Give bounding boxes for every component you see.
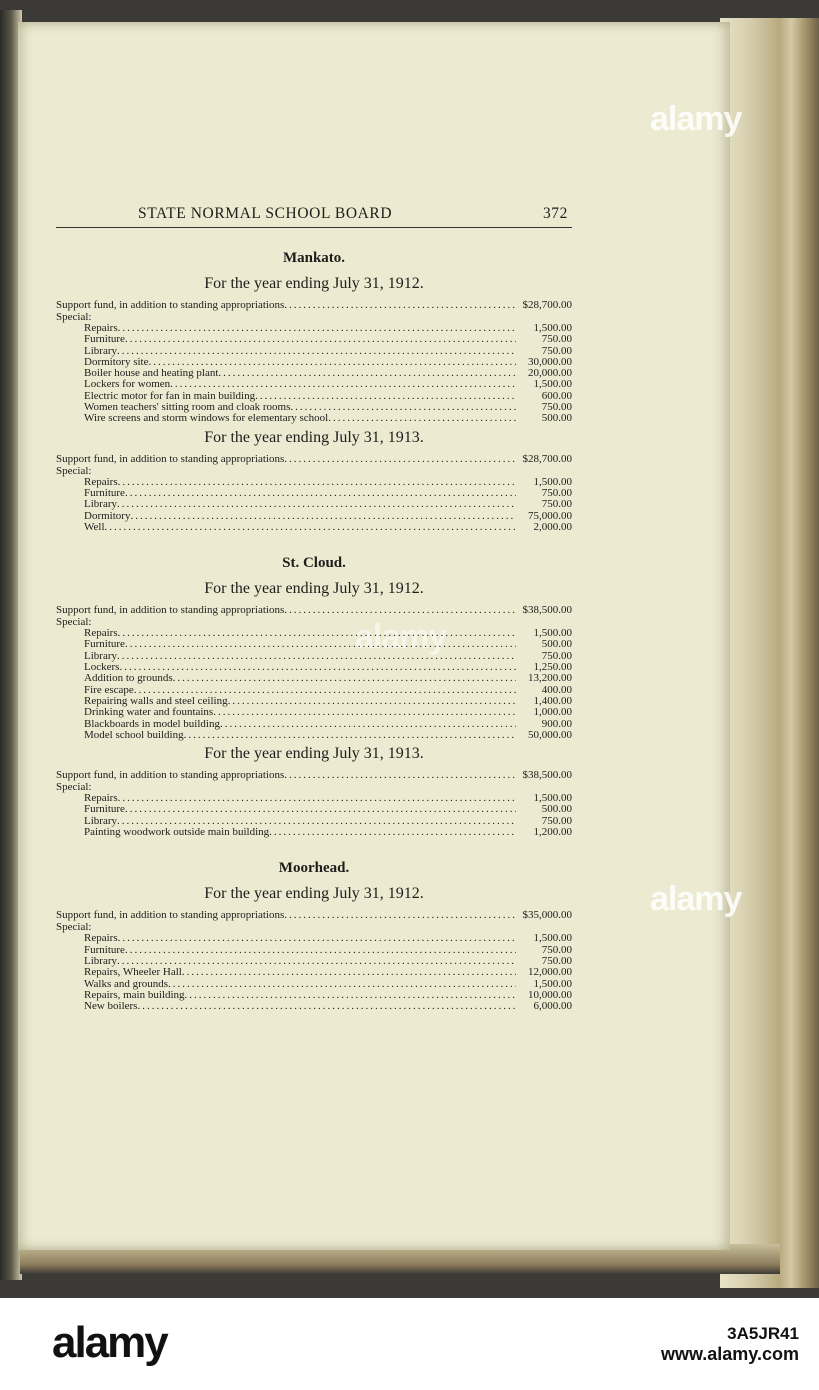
support-fund-amount: $38,500.00 [522,604,572,617]
item-amount: 75,000.00 [528,509,572,522]
stock-info [661,1324,799,1365]
special-label: Special: [56,921,92,934]
item-label: Library [84,649,117,662]
item-amount: 1,200.00 [533,826,572,839]
support-fund-label: Support fund, in addition to standing appropriations [56,769,285,782]
support-fund-row [56,769,572,782]
support-fund-amount: $28,700.00 [522,299,572,311]
item-amount: 600.00 [541,389,572,402]
item-amount: 1,500.00 [533,322,572,334]
item-label: Repairs [84,627,118,640]
item-amount: 2,000.00 [533,520,572,533]
item-label: Blackboards in model building [84,717,220,730]
item-amount: 20,000.00 [528,367,572,380]
leader-dots [228,696,516,707]
image-id: 3A5JR41 [727,1324,799,1343]
item-label: Boiler house and heating plant [84,367,219,380]
leader-dots [284,299,516,312]
leader-dots [125,334,516,345]
leader-dots [213,707,516,718]
item-label: Women teachers' sitting room and cloak rooms [84,401,291,414]
leader-dots [220,719,516,730]
item-amount: 10,000.00 [528,988,572,1001]
item-amount: 900.00 [541,717,572,730]
appropriation-row [56,488,572,499]
special-label: Special: [56,781,92,794]
support-fund-label: Support fund, in addition to standing appropriations [56,909,285,922]
item-label: Library [84,498,117,511]
leader-dots [185,990,516,1001]
item-amount: 750.00 [541,649,572,662]
item-amount: 1,500.00 [533,792,572,805]
item-label: Well [84,520,105,533]
appropriation-row [56,707,572,718]
item-label: Lockers [84,661,120,674]
year-heading: For the year ending July 31, 1913. [204,428,424,446]
leader-dots [284,453,516,466]
appropriation-row [56,673,572,684]
item-amount: 1,250.00 [533,661,572,674]
leader-dots [284,604,516,617]
item-label: Electric motor for fan in main building [84,389,256,402]
special-label: Special: [56,616,92,629]
leader-dots [168,979,516,990]
alamy-logo: alamy [52,1318,167,1367]
item-label: Lockers for women [84,378,171,391]
year-heading: For the year ending July 31, 1912. [204,885,424,903]
support-fund-row [56,909,572,922]
leader-dots [255,391,516,402]
appropriation-row [56,967,572,978]
item-label: Furniture [84,638,125,651]
leader-dots [125,945,516,956]
leader-dots [284,909,516,922]
leader-dots [118,628,516,639]
appropriation-row [56,933,572,944]
leader-dots [125,804,516,815]
support-fund-row [56,453,572,466]
item-amount: 1,500.00 [533,475,572,488]
leader-dots [173,673,516,684]
appropriation-row [56,827,572,838]
item-amount: 750.00 [541,954,572,967]
item-amount: 1,500.00 [533,977,572,990]
item-label: Drinking water and fountains [84,706,214,719]
special-label: Special: [56,311,92,323]
year-heading: For the year ending July 31, 1912. [204,275,424,292]
leader-dots [117,499,516,510]
item-amount: 750.00 [541,486,572,499]
item-label: Addition to grounds [84,672,173,685]
item-amount: 750.00 [541,344,572,357]
support-fund-amount: $35,000.00 [522,909,572,922]
item-label: Repairs, Wheeler Hall [84,966,182,979]
support-fund-label: Support fund, in addition to standing appropriations [56,452,285,465]
leader-dots [118,477,516,488]
item-amount: 500.00 [541,638,572,651]
appropriation-row [56,793,572,804]
item-amount: 1,500.00 [533,932,572,945]
leader-dots [119,662,516,673]
item-label: Repairs [84,322,118,334]
watermark-logo: alamy [650,880,742,918]
item-label: Repairs, main building [84,988,185,1001]
item-amount: 1,000.00 [533,706,572,719]
item-amount: 500.00 [541,412,572,425]
item-label: Library [84,954,117,967]
leader-dots [117,346,516,357]
year-heading: For the year ending July 31, 1912. [204,580,424,598]
campus-heading: St. Cloud. [282,555,346,572]
item-label: Model school building [84,728,184,741]
item-label: Dormitory site [84,355,149,368]
appropriation-row [56,334,572,345]
support-fund-label: Support fund, in addition to standing appropriations [56,299,285,311]
page-content [56,205,572,1012]
item-label: Repairs [84,792,118,805]
running-head-title: STATE NORMAL SCHOOL BOARD [138,205,393,222]
leader-dots [118,933,516,944]
leader-dots [328,413,516,424]
appropriation-row [56,804,572,815]
appropriation-row [56,413,572,424]
support-fund-row [56,604,572,617]
leader-dots [118,793,516,804]
item-amount: 500.00 [541,803,572,816]
item-label: Repairs [84,932,118,945]
support-fund-amount: $28,700.00 [522,452,572,465]
page-number: 372 [542,205,568,222]
appropriation-sections [56,250,572,1012]
watermark-logo: alamy [355,618,447,656]
appropriation-row [56,499,572,510]
running-head [56,205,572,228]
item-amount: 1,500.00 [533,378,572,391]
leader-dots [218,368,516,379]
item-amount: 1,400.00 [533,694,572,707]
leader-dots [118,323,516,334]
appropriation-row [56,511,572,522]
stock-footer [0,1298,819,1390]
item-amount: 6,000.00 [533,1000,572,1013]
appropriation-row [56,522,572,533]
support-fund-row [56,299,572,312]
appropriation-row [56,1001,572,1012]
item-amount: 12,000.00 [528,966,572,979]
item-label: Dormitory [84,509,131,522]
item-label: Furniture [84,486,125,499]
item-label: Walks and grounds [84,977,169,990]
appropriation-row [56,945,572,956]
leader-dots [117,651,516,662]
leader-dots [284,769,516,782]
page-edges [720,18,819,1288]
year-heading: For the year ending July 31, 1913. [204,745,424,763]
leader-dots [182,967,516,978]
item-amount: 50,000.00 [528,728,572,741]
support-fund-amount: $38,500.00 [522,769,572,782]
leader-dots [125,488,516,499]
item-label: Painting woodwork outside main building [84,826,270,839]
item-amount: 30,000.00 [528,355,572,368]
item-label: Repairs [84,475,118,488]
item-label: Fire escape [84,683,134,696]
item-label: Repairing walls and steel ceiling [84,694,228,707]
item-label: Wire screens and storm windows for elementary school [84,412,329,425]
item-amount: 750.00 [541,333,572,346]
campus-heading: Mankato. [282,250,346,266]
item-label: Library [84,344,117,357]
appropriation-row [56,639,572,650]
item-amount: 750.00 [541,401,572,414]
leader-dots [137,1001,516,1012]
leader-dots [269,827,516,838]
support-fund-label: Support fund, in addition to standing appropriations [56,604,285,617]
leader-dots [184,730,516,741]
item-label: New boilers [84,1000,138,1013]
item-label: Furniture [84,803,125,816]
appropriation-row [56,323,572,334]
item-amount: 400.00 [541,683,572,696]
campus-heading: Moorhead. [278,860,350,877]
item-amount: 750.00 [541,943,572,956]
item-label: Furniture [84,333,125,346]
item-amount: 13,200.00 [528,672,572,685]
item-amount: 750.00 [541,498,572,511]
watermark-logo: alamy [650,100,742,138]
appropriation-row [56,477,572,488]
item-label: Furniture [84,943,125,956]
leader-dots [105,522,517,533]
item-amount: 750.00 [541,814,572,827]
appropriation-row [56,651,572,662]
special-label: Special: [56,464,92,477]
item-label: Library [84,814,117,827]
leader-dots [125,639,516,650]
leader-dots [130,511,516,522]
appropriation-row [56,730,572,741]
appropriation-row [56,628,572,639]
item-amount: 1,500.00 [533,627,572,640]
site-url: www.alamy.com [660,1344,799,1364]
